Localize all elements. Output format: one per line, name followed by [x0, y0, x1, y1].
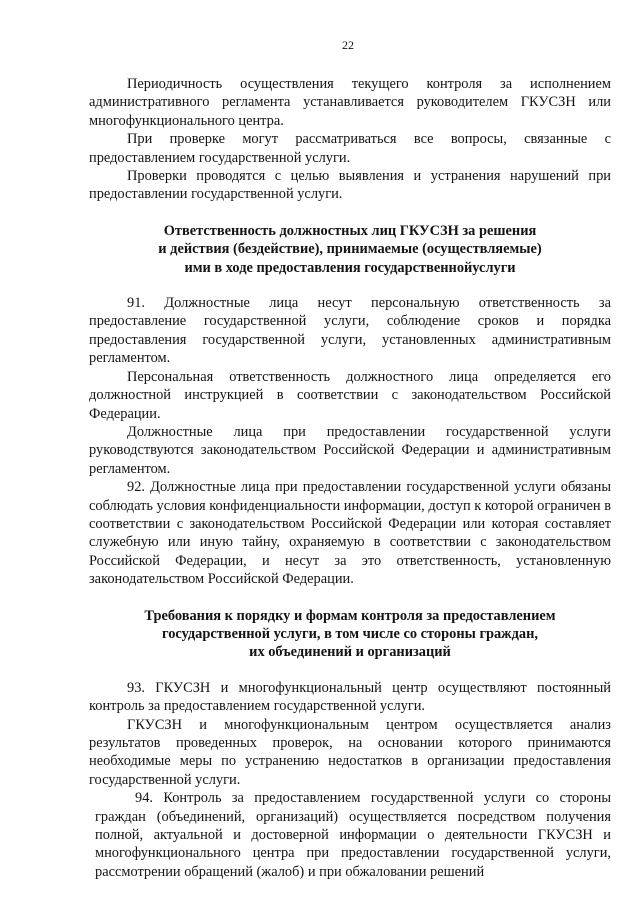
- paragraph-93: 93. ГКУСЗН и многофункциональный центр осуществляют постоянный контроль за предоставлением государственной услуги.: [89, 679, 611, 715]
- section-heading-control-requirements: [89, 607, 611, 662]
- paragraph-91: 91. Должностные лица несут персональную ответственность за предоставление государственной услуги, соблюдение сроков и порядка предоставления государственной услуги, установленных административным регламентом.: [89, 295, 611, 367]
- paragraph-94: 94. Контроль за предоставлением государственной услуги со стороны граждан (объединений, организаций) осуществляется посредством получения полной, актуальной и достоверной информации о деятельности ГКУСЗН и многофункционального центра при предоставлении государственной услуги, рассмотрении обращений (жалоб) и при обжаловании решений: [95, 790, 611, 880]
- paragraph: Проверки проводятся с целью выявления и устранения нарушений при предоставлении государственной услуги.: [89, 168, 611, 203]
- paragraph: ГКУСЗН и многофункциональным центром осуществляется анализ результатов проведенных проверок, на основании которого принимаются необходимые меры по устранению недостатков в организации предоставления государственной услуги.: [89, 716, 611, 788]
- heading-line: Ответственность должностных лиц ГКУСЗН за решения: [163, 222, 537, 239]
- section-heading-responsibility: [89, 222, 611, 277]
- paragraph: Персональная ответственность должностного лица определяется его должностной инструкцией в соответствии с законодательством Российской Федерации.: [89, 368, 611, 422]
- heading-line: государственной услуги, в том числе со стороны граждан,: [162, 625, 538, 642]
- paragraph: Должностные лица при предоставлении государственной услуги руководствуются законодательством Российской Федерации и административным регламентом.: [89, 423, 611, 477]
- paragraph: При проверке могут рассматриваться все вопросы, связанные с предоставлением государственной услуги.: [89, 131, 611, 166]
- paragraph: Периодичность осуществления текущего контроля за исполнением административного регламента устанавливается руководителем ГКУСЗН или многофункционального центра.: [89, 76, 611, 129]
- heading-line: и действия (бездействие), принимаемые (осуществляемые): [158, 241, 542, 258]
- paragraph-92: 92. Должностные лица при предоставлении государственной услуги обязаны соблюдать условия конфиденциальности информации, доступ к которой ограничен в соответствии с законодательством Российской Федерации или которая составляет служебную или иную тайну, охраняемую в соответствии с законодательством Российской Федерации, и несут за это ответственность, установленную законодательством Российской Федерации.: [89, 479, 611, 588]
- heading-line: их объединений и организаций: [249, 644, 451, 661]
- page-number: 22: [342, 38, 354, 52]
- heading-line: ими в ходе предоставления государственнойуслуги: [184, 259, 516, 276]
- heading-line: Требования к порядку и формам контроля за предоставлением: [144, 607, 556, 624]
